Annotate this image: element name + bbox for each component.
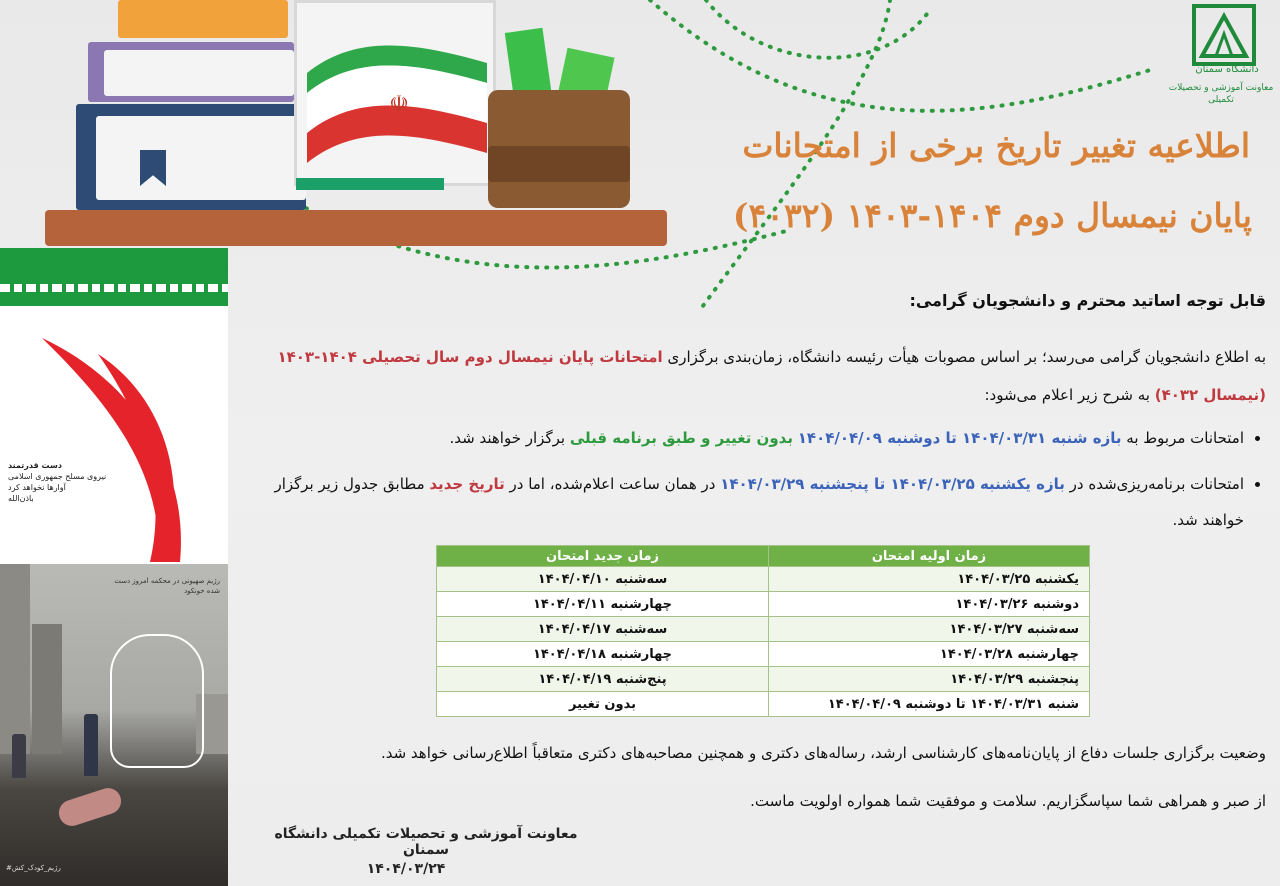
- defense-paragraph: وضعیت برگزاری جلسات دفاع از پایان‌نامه‌های کارشناسی ارشد، رساله‌های دکتری و همچنین مصاحبه‌های دکتری متعاقباً اطلاع‌رسانی خواهد شد.: [380, 744, 1266, 762]
- table-cell: بدون تغییر: [437, 692, 769, 717]
- logo-department-name: معاونت آموزشی و تحصیلات تکمیلی: [1168, 83, 1274, 105]
- doll-icon: [56, 785, 125, 830]
- column-header: زمان اولیه امتحان: [769, 546, 1090, 567]
- poster-line: نیروی مسلح جمهوری اسلامی: [8, 472, 107, 481]
- column-header: زمان جدید امتحان: [437, 546, 769, 567]
- table-row: [437, 692, 1090, 717]
- photo-caption: رژیم صهیونی در محکمه امروز دست شده خونکود: [114, 577, 220, 595]
- bullet-text: امتحانات برنامه‌ریزی‌شده در: [1064, 475, 1244, 493]
- iran-flag-icon: [297, 3, 493, 183]
- bullet-date-range: بازه یکشنبه ۱۴۰۴/۰۳/۲۵ تا پنجشنبه ۱۴۰۴/۰۳/۲۹: [720, 475, 1065, 493]
- flag-monitor: [294, 0, 496, 186]
- table-row: [437, 667, 1090, 692]
- intro-text: به اطلاع دانشجویان گرامی می‌رسد؛ بر اساس مصوبات هیأت رئیسه دانشگاه، زمان‌بندی برگزاری: [662, 348, 1266, 366]
- announcement-date: ۱۴۰۴/۰۳/۲۴: [366, 861, 446, 877]
- table-cell: سه‌شنبه ۱۴۰۴/۰۴/۱۷: [437, 617, 769, 642]
- side-poster: [0, 248, 228, 886]
- person-figure: [12, 734, 26, 778]
- person-figure: [84, 714, 98, 776]
- table-cell: یکشنبه ۱۴۰۴/۰۳/۲۵: [769, 567, 1090, 592]
- thanks-paragraph: از صبر و همراهی شما سپاسگزاریم. سلامت و موفقیت شما همواره اولویت ماست.: [750, 792, 1266, 810]
- bullet-text: امتحانات مربوط به: [1121, 429, 1244, 447]
- greeting: قابل توجه اساتید محترم و دانشجویان گرامی:: [909, 291, 1266, 310]
- bullet-unchanged-note: بدون تغییر و طبق برنامه قبلی: [569, 429, 793, 447]
- table-header-row: [437, 546, 1090, 567]
- table-cell: چهارشنبه ۱۴۰۴/۰۴/۱۱: [437, 592, 769, 617]
- bullet-list: [254, 420, 1266, 548]
- table-cell: پنجشنبه ۱۴۰۴/۰۳/۲۹: [769, 667, 1090, 692]
- flag-pattern: [0, 284, 228, 292]
- table-cell: چهارشنبه ۱۴۰۴/۰۴/۱۸: [437, 642, 769, 667]
- table-cell: سه‌شنبه ۱۴۰۴/۰۳/۲۷: [769, 617, 1090, 642]
- poster-line: آوارها نخواهد کرد: [8, 483, 66, 492]
- intro-highlight: امتحانات پایان نیمسال دوم سال تحصیلی ۱۴۰۴-۱۴۰۳ (نیمسال ۴۰۳۲): [277, 348, 1266, 404]
- table-cell: شنبه ۱۴۰۴/۰۳/۳۱ تا دوشنبه ۱۴۰۴/۰۴/۰۹: [769, 692, 1090, 717]
- poster-photo: [0, 564, 228, 886]
- bullet-date-range: بازه شنبه ۱۴۰۴/۰۳/۳۱ تا دوشنبه ۱۴۰۴/۰۴/۰۹: [797, 429, 1122, 447]
- intro-paragraph: [230, 338, 1266, 414]
- poster-line: باذن‌الله: [8, 494, 34, 503]
- list-item: [254, 466, 1244, 538]
- table-row: [437, 617, 1090, 642]
- bullet-new-date-label: تاریخ جدید: [429, 475, 505, 493]
- book-pages-2: [96, 116, 306, 200]
- poster-heading: دست قدرتمند: [8, 461, 62, 470]
- table-cell: چهارشنبه ۱۴۰۴/۰۳/۲۸: [769, 642, 1090, 667]
- monitor-stand: [296, 178, 444, 190]
- intro-text: به شرح زیر اعلام می‌شود:: [984, 386, 1155, 404]
- shelf: [45, 210, 667, 246]
- photo-footer: #رژیم_کودک_کش: [6, 864, 61, 872]
- list-item: [254, 420, 1244, 456]
- table-row: [437, 642, 1090, 667]
- red-flame-icon: [40, 334, 190, 564]
- angel-doll-outline-icon: [110, 634, 204, 768]
- page-title-line1: اطلاعیه تغییر تاریخ برخی از امتحانات: [742, 126, 1250, 165]
- bullet-text: برگزار خواهند شد.: [449, 429, 570, 447]
- bullet-text: مطابق جدول زیر برگزار خواهند شد.: [274, 475, 1244, 529]
- table-row: [437, 592, 1090, 617]
- book-pages-1: [104, 50, 294, 96]
- bullet-text: در همان ساعت اعلام‌شده، اما در: [504, 475, 721, 493]
- schedule-table: [436, 545, 1090, 717]
- table-cell: سه‌شنبه ۱۴۰۴/۰۴/۱۰: [437, 567, 769, 592]
- flag-green-band: [0, 248, 228, 306]
- signature: معاونت آموزشی و تحصیلات تکمیلی دانشگاه سمنان: [274, 826, 578, 858]
- building: [32, 624, 62, 754]
- wallet-flap: [488, 146, 630, 182]
- poster-text-block: [8, 460, 118, 504]
- page-title-line2: پایان نیمسال دوم ۱۴۰۴-۱۴۰۳ (۴۰۳۲): [732, 196, 1252, 235]
- book-orange: [118, 0, 288, 38]
- table-cell: پنج‌شنبه ۱۴۰۴/۰۴/۱۹: [437, 667, 769, 692]
- svg-text:☫: ☫: [389, 92, 409, 117]
- table-row: [437, 567, 1090, 592]
- table-cell: دوشنبه ۱۴۰۴/۰۳/۲۶: [769, 592, 1090, 617]
- logo-university-name: دانشگاه سمنان: [1195, 64, 1259, 75]
- building: [0, 564, 30, 754]
